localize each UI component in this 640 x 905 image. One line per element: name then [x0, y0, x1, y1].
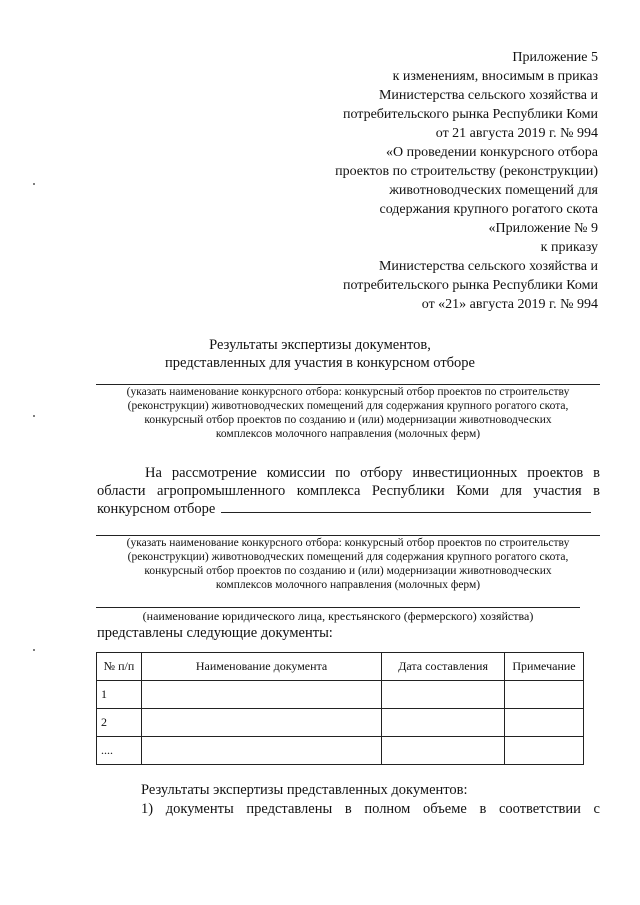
appendix-line: животноводческих помещений для [389, 183, 598, 198]
cell-number: 1 [97, 681, 142, 709]
order-line: от «21» августа 2019 г. № 994 [421, 297, 598, 312]
cell-number: 2 [97, 709, 142, 737]
appendix-line: «О проведении конкурсного отбора [385, 145, 598, 160]
appendix-line: Приложение 5 [512, 50, 598, 65]
submission-paragraph [97, 464, 600, 518]
header-document-name: Наименование документа [141, 653, 381, 681]
order-line: к приказу [540, 240, 598, 255]
paragraph-text: На рассмотрение комиссии по отбору инвестиционных проектов в области агропромышленного комплекса Республики Коми для участия в конкурсном отборе [97, 465, 600, 517]
hint-line: (реконструкции) животноводческих помещений для содержания крупного рогатого скота, [127, 551, 569, 563]
appendix-line: потребительского рынка Республики Коми [343, 107, 598, 122]
table-row [97, 737, 584, 765]
scan-speck [33, 183, 35, 185]
selection-hint-2 [96, 536, 600, 592]
cell-note [505, 737, 584, 765]
results-item-1: 1) документы представлены в полном объеме в соответствии с [141, 801, 600, 817]
documents-table [96, 652, 584, 765]
cell-date [382, 709, 505, 737]
table-row [97, 681, 584, 709]
appendix-line: к изменениям, вносимым в приказ [392, 69, 598, 84]
hint-line: конкурсный отбор проектов по созданию и (или) модернизации животноводческих [144, 565, 552, 577]
title-line: Результаты экспертизы документов, [209, 337, 431, 353]
order-header [343, 219, 598, 314]
results-heading: Результаты экспертизы представленных документов: [141, 782, 468, 798]
order-line: потребительского рынка Республики Коми [343, 278, 598, 293]
appendix-line: от 21 августа 2019 г. № 994 [435, 126, 598, 141]
hint-line: комплексов молочного направления (молочных ферм) [215, 579, 481, 591]
scan-speck [33, 649, 35, 651]
appendix-line: содержания крупного рогатого скота [379, 202, 598, 217]
selection-fill-line [221, 500, 591, 513]
entity-blank-line [96, 607, 580, 608]
header-number: № п/п [97, 653, 142, 681]
table-header-row [97, 653, 584, 681]
cell-number: .... [97, 737, 142, 765]
entity-hint: (наименование юридического лица, крестьянского (фермерского) хозяйства) [142, 609, 534, 623]
selection-hint-1 [96, 385, 600, 441]
hint-line: комплексов молочного направления (молочных ферм) [215, 428, 481, 440]
cell-date [382, 681, 505, 709]
appendix-line: Министерства сельского хозяйства и [378, 88, 598, 103]
table-row [97, 709, 584, 737]
cell-date [382, 737, 505, 765]
document-title [0, 336, 640, 372]
hint-line: конкурсный отбор проектов по созданию и (или) модернизации животноводческих [144, 414, 552, 426]
scan-speck [33, 415, 35, 417]
documents-intro: представлены следующие документы: [97, 625, 333, 641]
cell-note [505, 681, 584, 709]
cell-note [505, 709, 584, 737]
cell-document-name [141, 737, 381, 765]
hint-line: (указать наименование конкурсного отбора: конкурсный отбор проектов по строительству [126, 386, 570, 398]
appendix-line: проектов по строительству (реконструкции) [335, 164, 598, 179]
order-line: Министерства сельского хозяйства и [378, 259, 598, 274]
header-note: Примечание [505, 653, 584, 681]
order-line: «Приложение № 9 [488, 221, 598, 236]
header-date: Дата составления [382, 653, 505, 681]
hint-line: (реконструкции) животноводческих помещений для содержания крупного рогатого скота, [127, 400, 569, 412]
title-line: представленных для участия в конкурсном отборе [164, 355, 475, 371]
cell-document-name [141, 709, 381, 737]
appendix-header [335, 48, 598, 219]
cell-document-name [141, 681, 381, 709]
hint-line: (указать наименование конкурсного отбора: конкурсный отбор проектов по строительству [126, 537, 570, 549]
